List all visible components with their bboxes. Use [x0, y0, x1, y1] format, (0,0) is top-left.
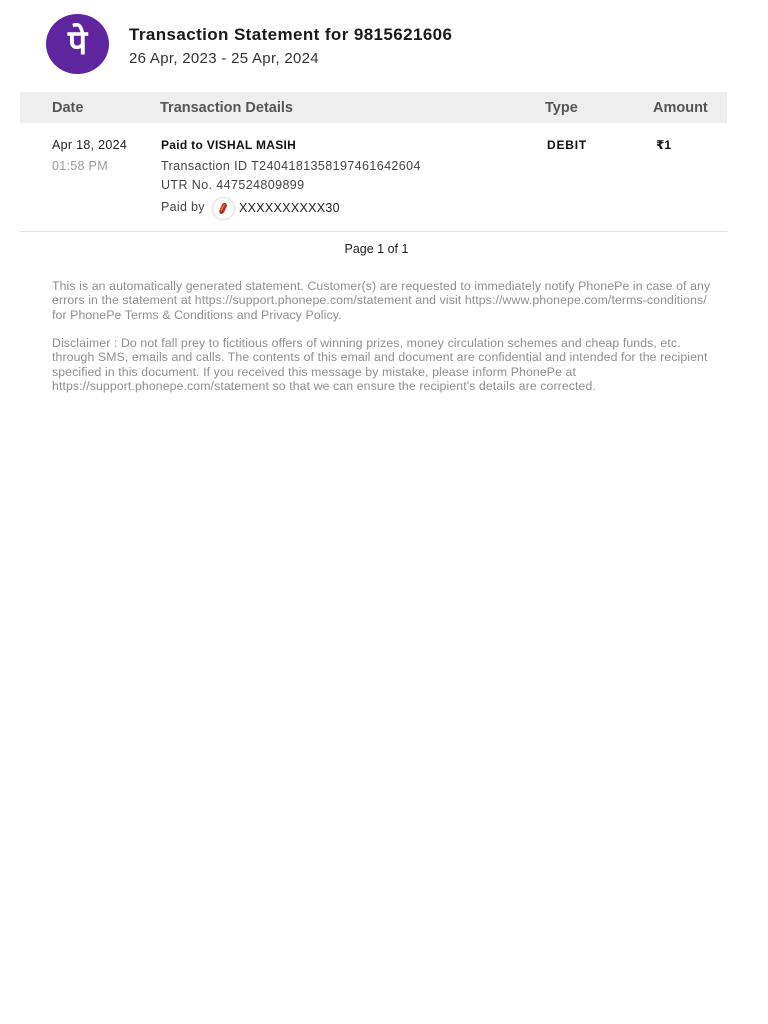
utr-number: UTR No. 447524809899 — [161, 178, 305, 192]
logo-glyph: पे — [67, 23, 88, 63]
transaction-date: Apr 18, 2024 — [52, 138, 128, 152]
table-header — [20, 92, 727, 123]
disclaimer: Disclaimer : Do not fall prey to fictitious offers of winning prizes, money circulation schemes and cheap funds, etc. through SMS, emails and calls. The contents of this email and document are confidential and intended for the recipient specified in this document. If you received this message by mistake, please inform PhonePe at https://support.phonepe.com/statement so that we can ensure the recipient's details are corrected. — [52, 336, 708, 394]
column-header-date: Date — [52, 100, 84, 116]
column-header-amount: Amount — [653, 100, 708, 116]
page-number: Page 1 of 1 — [344, 242, 409, 256]
bank-logo-icon — [213, 198, 234, 219]
payee: Paid to VISHAL MASIH — [161, 138, 297, 152]
statement-title: Transaction Statement for 9815621606 — [129, 25, 453, 44]
transaction-type: DEBIT — [547, 138, 587, 152]
statement-notice: This is an automatically generated statement. Customer(s) are requested to immediately notify PhonePe in case of any errors in the statement at https://support.phonepe.com/statement and visit https://www.phonepe.com/terms-conditions/ for PhonePe Terms & Conditions and Privacy Policy. — [52, 279, 711, 322]
transaction-time: 01:58 PM — [52, 159, 108, 173]
transaction-amount: ₹1 — [656, 138, 672, 152]
paid-by-label: Paid by — [161, 200, 205, 214]
phonepe-logo — [46, 14, 109, 74]
account-number: XXXXXXXXXX30 — [239, 201, 340, 215]
column-header-type: Type — [545, 100, 578, 116]
row-divider — [20, 231, 727, 232]
column-header-details: Transaction Details — [160, 100, 293, 116]
transaction-id: Transaction ID T2404181358197461642604 — [161, 159, 421, 173]
statement-period: 26 Apr, 2023 - 25 Apr, 2024 — [129, 50, 319, 67]
